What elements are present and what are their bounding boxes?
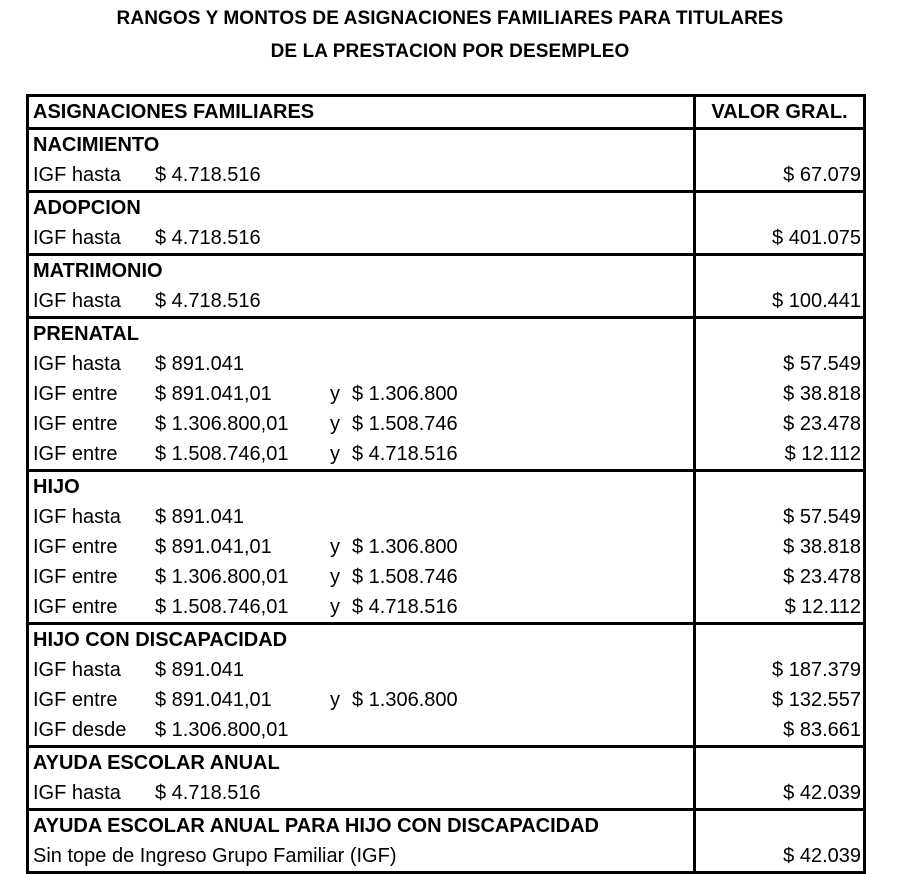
range-conjunction: y	[330, 413, 340, 435]
amount-value: $ 83.661	[783, 719, 861, 741]
section-name-cell	[29, 319, 696, 349]
table-row	[29, 655, 863, 685]
range-cell	[29, 778, 696, 808]
amount-value: $ 132.557	[772, 689, 861, 711]
range-from: $ 891.041	[155, 353, 244, 375]
range-from: $ 1.508.746,01	[155, 596, 289, 618]
section-name: NACIMIENTO	[33, 134, 160, 156]
section-name-cell	[29, 256, 696, 286]
range-to: $ 1.306.800	[352, 536, 458, 558]
table-row	[29, 160, 863, 190]
section-header-row	[29, 745, 863, 778]
table-body	[29, 127, 863, 871]
range-cell	[29, 349, 696, 379]
section-header-row	[29, 190, 863, 223]
section-header-row	[29, 253, 863, 286]
range-kind: IGF hasta	[33, 290, 121, 312]
title-line-1: RANGOS Y MONTOS DE ASIGNACIONES FAMILIARES PARA TITULARES	[116, 8, 784, 29]
amount-value: $ 57.549	[783, 353, 861, 375]
range-from: $ 891.041,01	[155, 689, 272, 711]
header-label-cell	[29, 97, 696, 127]
amount-value: $ 67.079	[783, 164, 861, 186]
amount-value: $ 100.441	[772, 290, 861, 312]
range-from: $ 1.508.746,01	[155, 443, 289, 465]
section-name: ADOPCION	[33, 197, 141, 219]
range-kind: IGF hasta	[33, 782, 121, 804]
range-from: $ 4.718.516	[155, 164, 261, 186]
range-cell	[29, 223, 696, 253]
range-from: $ 1.306.800,01	[155, 566, 289, 588]
range-cell	[29, 685, 696, 715]
section-header-row	[29, 622, 863, 655]
range-conjunction: y	[330, 689, 340, 711]
amount-value: $ 23.478	[783, 566, 861, 588]
range-kind: IGF entre	[33, 413, 118, 435]
range-kind: IGF desde	[33, 719, 127, 741]
range-conjunction: y	[330, 383, 340, 405]
section-value-cell	[696, 319, 863, 349]
range-cell	[29, 841, 696, 871]
section-name-cell	[29, 811, 696, 841]
table-row	[29, 502, 863, 532]
amount-value: $ 42.039	[783, 782, 861, 804]
range-from: $ 1.306.800,01	[155, 719, 289, 741]
table-row	[29, 778, 863, 808]
section-name: MATRIMONIO	[33, 260, 163, 282]
range-from: $ 891.041	[155, 506, 244, 528]
section-header-row	[29, 808, 863, 841]
range-cell	[29, 439, 696, 469]
range-cell	[29, 286, 696, 316]
table-row	[29, 409, 863, 439]
range-to: $ 1.306.800	[352, 689, 458, 711]
section-name-cell	[29, 748, 696, 778]
amount-value: $ 401.075	[772, 227, 861, 249]
section-name-cell	[29, 472, 696, 502]
range-to: $ 1.306.800	[352, 383, 458, 405]
range-cell	[29, 160, 696, 190]
range-cell	[29, 715, 696, 745]
section-name-cell	[29, 193, 696, 223]
amount-value: $ 12.112	[784, 443, 861, 465]
table-row	[29, 715, 863, 745]
section-value-cell	[696, 625, 863, 655]
section-value-cell	[696, 130, 863, 160]
range-kind: IGF entre	[33, 596, 118, 618]
section-value-cell	[696, 193, 863, 223]
section-header-row	[29, 469, 863, 502]
table-row	[29, 685, 863, 715]
range-cell	[29, 502, 696, 532]
range-from: $ 891.041	[155, 659, 244, 681]
section-name: AYUDA ESCOLAR ANUAL	[33, 752, 280, 774]
section-name-cell	[29, 130, 696, 160]
section-value-cell	[696, 748, 863, 778]
range-kind: IGF hasta	[33, 353, 121, 375]
range-kind: IGF entre	[33, 689, 118, 711]
section-header-row	[29, 316, 863, 349]
range-kind: IGF hasta	[33, 506, 121, 528]
range-conjunction: y	[330, 443, 340, 465]
range-kind: IGF hasta	[33, 659, 121, 681]
range-to: $ 4.718.516	[352, 443, 458, 465]
amount-value: $ 187.379	[772, 659, 861, 681]
table-header-row	[29, 97, 863, 127]
range-from: $ 891.041,01	[155, 383, 272, 405]
table-row	[29, 532, 863, 562]
amount-value: $ 57.549	[783, 506, 861, 528]
amount-value: $ 23.478	[783, 413, 861, 435]
table-row	[29, 562, 863, 592]
range-conjunction: y	[330, 596, 340, 618]
range-kind: IGF hasta	[33, 227, 121, 249]
range-cell	[29, 532, 696, 562]
range-conjunction: y	[330, 536, 340, 558]
range-cell	[29, 409, 696, 439]
range-conjunction: y	[330, 566, 340, 588]
table-row	[29, 349, 863, 379]
range-from: $ 891.041,01	[155, 536, 272, 558]
section-name: PRENATAL	[33, 323, 139, 345]
section-value-cell	[696, 811, 863, 841]
table-row	[29, 841, 863, 871]
section-name: HIJO CON DISCAPACIDAD	[33, 629, 288, 651]
amount-value: $ 42.039	[783, 845, 861, 867]
range-to: $ 4.718.516	[352, 596, 458, 618]
range-cell	[29, 655, 696, 685]
amount-value: $ 38.818	[783, 536, 861, 558]
range-kind: IGF entre	[33, 536, 118, 558]
table-row	[29, 592, 863, 622]
table-row	[29, 439, 863, 469]
range-from: $ 4.718.516	[155, 290, 261, 312]
range-kind: Sin tope de Ingreso Grupo Familiar (IGF)	[33, 845, 397, 867]
range-kind: IGF hasta	[33, 164, 121, 186]
section-value-cell	[696, 472, 863, 502]
range-to: $ 1.508.746	[352, 413, 458, 435]
section-value-cell	[696, 256, 863, 286]
table-row	[29, 223, 863, 253]
header-label: ASIGNACIONES FAMILIARES	[33, 101, 315, 123]
range-to: $ 1.508.746	[352, 566, 458, 588]
range-from: $ 1.306.800,01	[155, 413, 289, 435]
range-from: $ 4.718.516	[155, 782, 261, 804]
allowances-table	[26, 94, 866, 874]
range-from: $ 4.718.516	[155, 227, 261, 249]
range-cell	[29, 562, 696, 592]
range-kind: IGF entre	[33, 443, 118, 465]
amount-value: $ 38.818	[783, 383, 861, 405]
title-line-2: DE LA PRESTACION POR DESEMPLEO	[270, 41, 630, 62]
header-value: VALOR GRAL.	[711, 101, 848, 123]
section-header-row	[29, 127, 863, 160]
range-cell	[29, 379, 696, 409]
range-kind: IGF entre	[33, 383, 118, 405]
amount-value: $ 12.112	[784, 596, 861, 618]
section-name: HIJO	[33, 476, 80, 498]
section-name: AYUDA ESCOLAR ANUAL PARA HIJO CON DISCAPACIDAD	[33, 815, 599, 837]
table-row	[29, 379, 863, 409]
range-kind: IGF entre	[33, 566, 118, 588]
range-cell	[29, 592, 696, 622]
table-row	[29, 286, 863, 316]
section-name-cell	[29, 625, 696, 655]
